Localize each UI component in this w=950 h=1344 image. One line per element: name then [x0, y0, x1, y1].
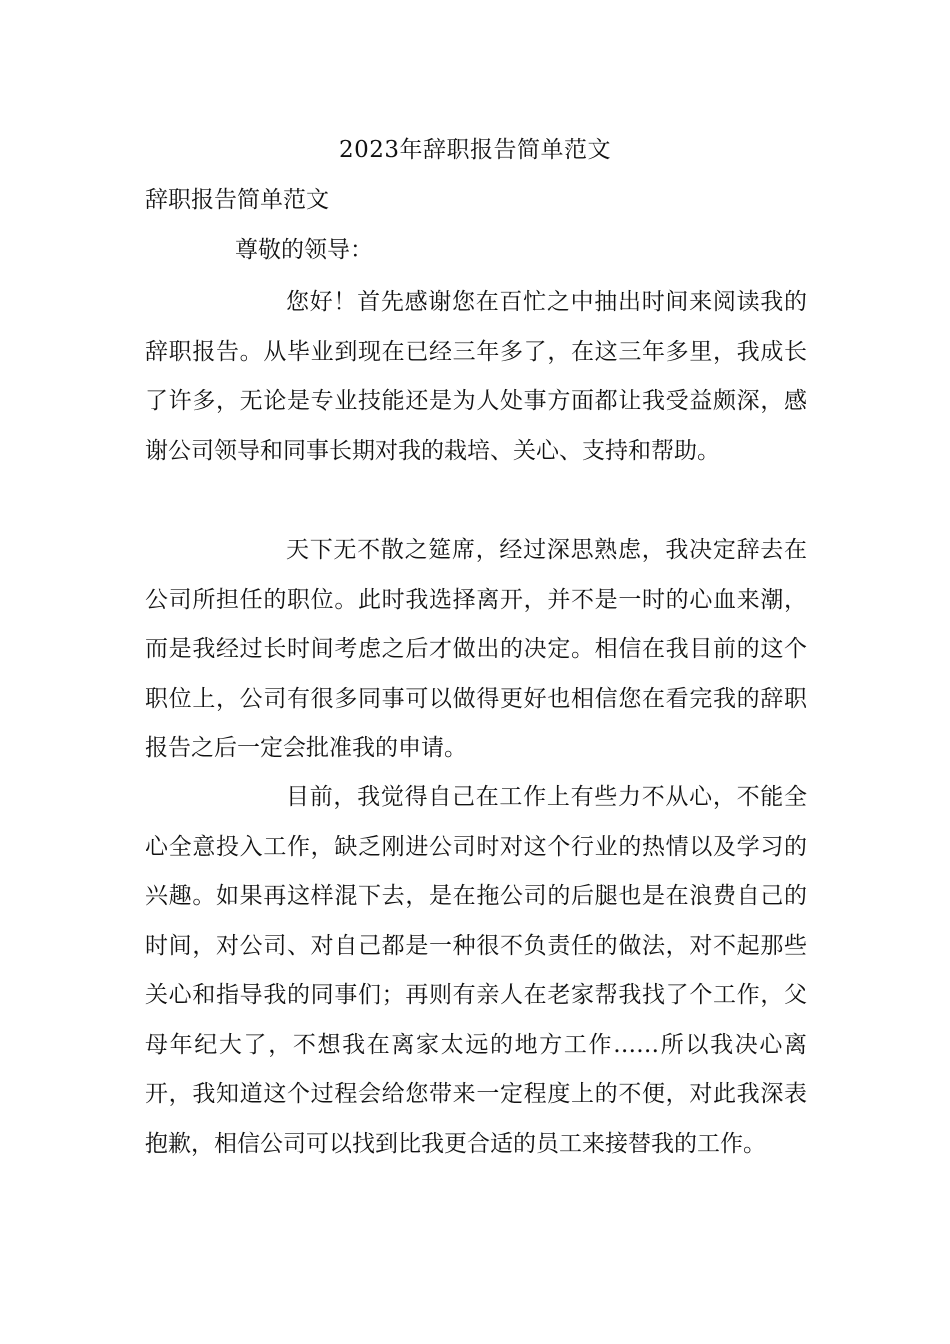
- body-paragraph-2: 天下无不散之筵席，经过深思熟虑，我决定辞去在公司所担任的职位。此时我选择离开，并不是一时的心血来潮，而是我经过长时间考虑之后才做出的决定。相信在我目前的这个职位上，公司有很多同事可以做得更好也相信您在看完我的辞职报告之后一定会批准我的申请。: [145, 537, 807, 761]
- body-paragraph-3: 目前，我觉得自己在工作上有些力不从心，不能全心全意投入工作，缺乏刚进公司时对这个行业的热情以及学习的兴趣。如果再这样混下去，是在拖公司的后腿也是在浪费自己的时间，对公司、对自己都是一种很不负责任的做法，对不起那些关心和指导我的同事们；再则有亲人在老家帮我找了个工作，父母年纪大了，不想我在离家太远的地方工作……所以我决心离开，我知道这个过程会给您带来一定程度上的不便，对此我深表抱歉，相信公司可以找到比我更合适的员工来接替我的工作。: [145, 784, 807, 1157]
- salutation: 尊敬的领导：: [235, 237, 373, 263]
- document-title: 2023年辞职报告简单范文: [338, 137, 612, 163]
- body-paragraph-1: 您好！首先感谢您在百忙之中抽出时间来阅读我的辞职报告。从毕业到现在已经三年多了，在这三年多里，我成长了许多，无论是专业技能还是为人处事方面都让我受益颇深，感谢公司领导和同事长期对我的栽培、关心、支持和帮助。: [145, 289, 807, 464]
- document-subtitle: 辞职报告简单范文: [145, 187, 329, 213]
